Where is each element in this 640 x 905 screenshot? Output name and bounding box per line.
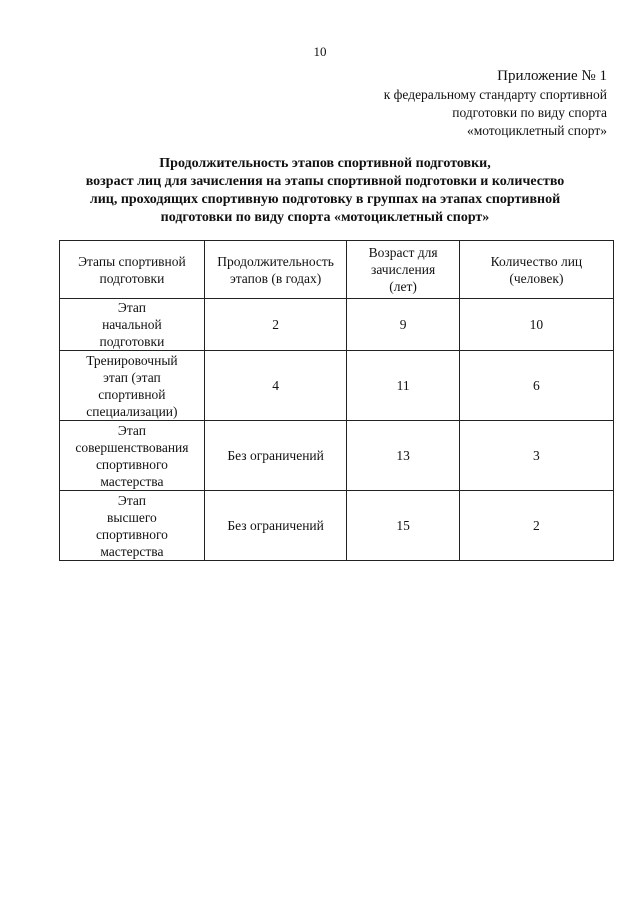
header-duration: Продолжительность этапов (в годах) [204,241,347,299]
appendix-line: подготовки по виду спорта [452,105,607,120]
appendix-line: Приложение № 1 [497,68,607,84]
title-line: лиц, проходящих спортивную подготовку в группах на этапах спортивной [89,192,561,207]
duration-cell: 4 [204,351,347,421]
age-cell: 9 [347,299,459,351]
document-title [40,155,610,227]
duration-cell: Без ограничений [204,491,347,561]
stage-cell: Тренировочный этап (этап спортивной специализации) [60,351,205,421]
age-cell: 11 [347,351,459,421]
table-header-row [60,241,614,299]
header-stages: Этапы спортивной подготовки [60,241,205,299]
duration-cell: Без ограничений [204,421,347,491]
header-age: Возраст для зачисления (лет) [347,241,459,299]
count-cell: 3 [459,421,613,491]
appendix-line: «мотоциклетный спорт» [466,123,607,138]
table-row [60,421,614,491]
stage-cell: Этап совершенствования спортивного мастерства [60,421,205,491]
stage-cell: Этап начальной подготовки [60,299,205,351]
title-line: Продолжительность этапов спортивной подготовки, [159,156,491,171]
appendix-header [384,66,607,140]
stage-cell: Этап высшего спортивного мастерства [60,491,205,561]
header-count: Количество лиц (человек) [459,241,613,299]
count-cell: 6 [459,351,613,421]
table-row [60,299,614,351]
title-line: подготовки по виду спорта «мотоциклетный спорт» [160,210,490,225]
age-cell: 15 [347,491,459,561]
age-cell: 13 [347,421,459,491]
stages-table [59,240,614,561]
count-cell: 10 [459,299,613,351]
table-row [60,351,614,421]
title-line: возраст лиц для зачисления на этапы спортивной подготовки и количество [85,174,565,189]
count-cell: 2 [459,491,613,561]
table-row [60,491,614,561]
duration-cell: 2 [204,299,347,351]
page-number: 10 [313,44,327,59]
appendix-line: к федеральному стандарту спортивной [383,87,607,102]
